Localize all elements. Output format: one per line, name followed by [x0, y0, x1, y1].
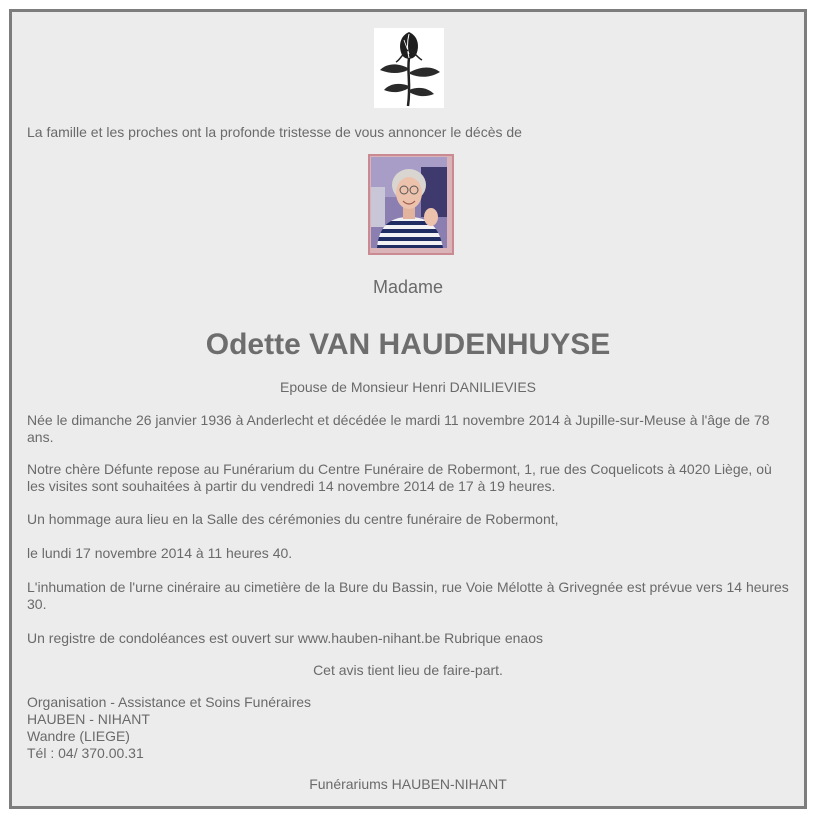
burial-paragraph: L'inhumation de l'urne cinéraire au cimetière de la Bure du Bassin, rue Voie Mélotte à Grivegnée est prévue vers 14 heures 30. [27, 579, 789, 612]
repose-paragraph: Notre chère Défunte repose au Funérarium du Centre Funéraire de Robermont, 1, rue des Coquelicots à 4020 Liège, où les visites sont souhaitées à partir du vendredi 14 novembre 2014 de 17 à 19 heures. [27, 461, 772, 494]
organisation-phone: Tél : 04/ 370.00.31 [27, 745, 144, 761]
condolence-register: Un registre de condoléances est ouvert sur www.hauben-nihant.be Rubrique enaos [27, 630, 543, 646]
organisation-line-2: HAUBEN - NIHANT [27, 711, 150, 727]
organisation-line-3: Wandre (LIEGE) [27, 728, 130, 744]
faire-part-note: Cet avis tient lieu de faire-part. [313, 662, 503, 678]
portrait-photo [368, 154, 454, 255]
rose-icon [374, 28, 444, 108]
birth-death-paragraph: Née le dimanche 26 janvier 1936 à Anderlecht et décédée le mardi 11 novembre 2014 à Jupille-sur-Meuse à l'âge de 78 ans. [27, 412, 770, 445]
honorific: Madame [372, 277, 444, 297]
spouse-line: Epouse de Monsieur Henri DANILIEVIES [279, 379, 536, 395]
intro-text: La famille et les proches ont la profonde tristesse de vous annoncer le décès de [27, 124, 522, 140]
deceased-name: Odette VAN HAUDENHUYSE [205, 328, 611, 361]
obituary-notice [9, 9, 807, 809]
organisation-line-1: Organisation - Assistance et Soins Funéraires [27, 694, 312, 710]
ceremony-paragraph: Un hommage aura lieu en la Salle des cérémonies du centre funéraire de Robermont, [27, 511, 559, 527]
organisation-block [27, 694, 789, 762]
footer-text: Funérariums HAUBEN-NIHANT [309, 776, 507, 792]
ceremony-date: le lundi 17 novembre 2014 à 11 heures 40. [27, 545, 293, 561]
